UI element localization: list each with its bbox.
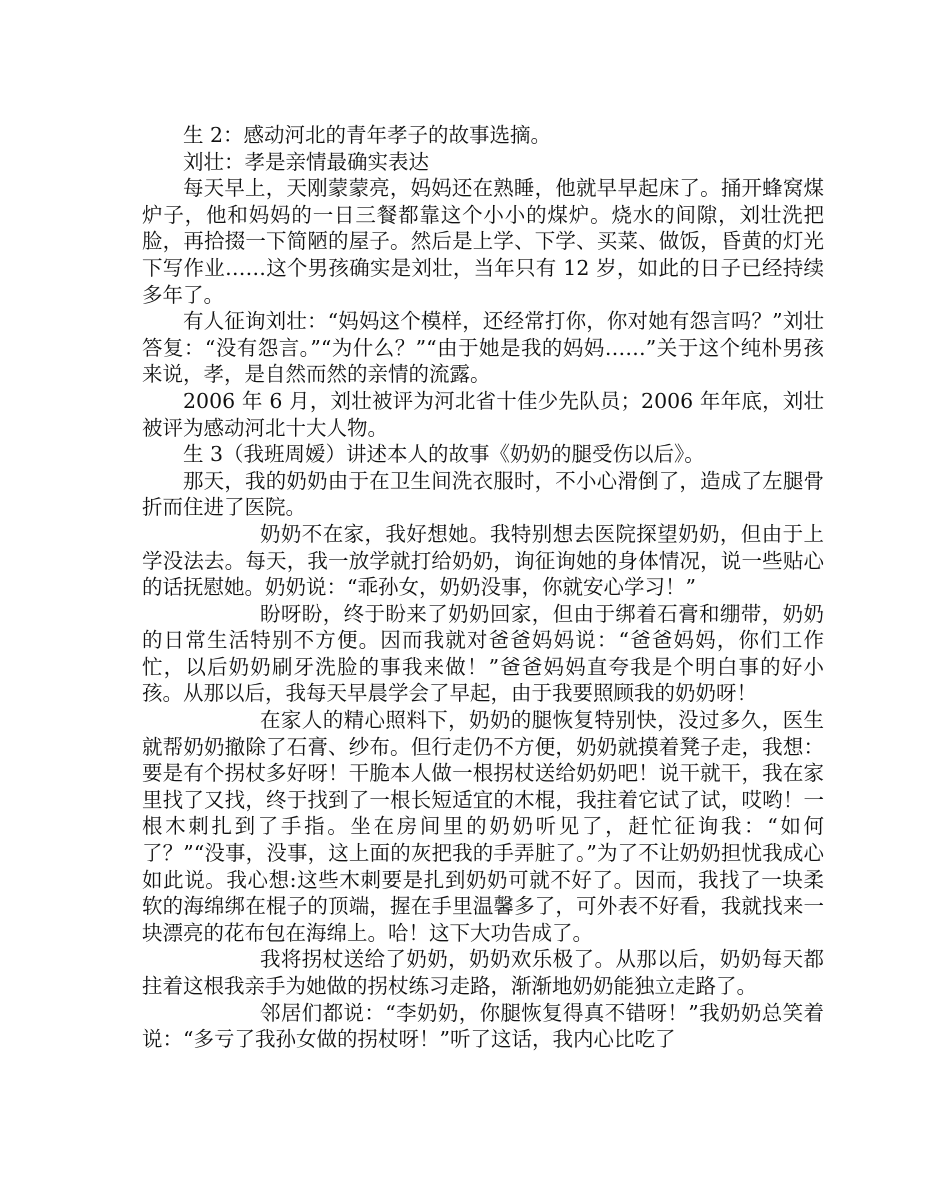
document-body [142,122,824,1053]
paragraph: 在家人的精心照料下，奶奶的腿恢复特别快，没过多久，医生就帮奶奶撤除了石膏、纱布。但行走仍不方便，奶奶就摸着凳子走，我想：要是有个拐杖多好呀！干脆本人做一根拐杖送给奶奶吧！说干就干，我在家里找了又找，终于找到了一根长短适宜的木棍，我拄着它试了试，哎哟！一根木刺扎到了手指。坐在房间里的奶奶听见了，赶忙征询我：“如何了？”“没事，没事，这上面的灰把我的手弄脏了。”为了不让奶奶担忧我成心如此说。我心想:这些木刺要是扎到奶奶可就不好了。因而，我找了一块柔软的海绵绑在棍子的顶端，握在手里温馨多了，可外表不好看，我就找来一块漂亮的花布包在海绵上。哈！这下大功告成了。 [142,708,824,945]
paragraph-heading-student-3: 生 3（我班周嫒）讲述本人的故事《奶奶的腿受伤以后》。 [183,442,705,467]
paragraph: 有人征询刘壮：“妈妈这个模样，还经常打你，你对她有怨言吗？”刘壮答复：“没有怨言。”“为什么？”“由于她是我的妈妈……”关于这个纯朴男孩来说，孝，是自然而然的亲情的流露。 [142,309,824,387]
paragraph: 那天，我的奶奶由于在卫生间洗衣服时，不小心滑倒了，造成了左腿骨折而住进了医院。 [142,468,824,520]
paragraph: 我将拐杖送给了奶奶，奶奶欢乐极了。从那以后，奶奶每天都拄着这根我亲手为她做的拐杖练习走路，渐渐地奶奶能独立走路了。 [142,947,824,998]
paragraph: 2006 年 6 月，刘壮被评为河北省十佳少先队员；2006 年年底，刘壮被评为感动河北十大人物。 [142,388,824,440]
paragraph-story-title: 刘壮：孝是亲情最确实表达 [183,149,429,174]
paragraph-heading-student-2: 生 2：感动河北的青年孝子的故事选摘。 [183,123,552,147]
paragraph: 每天早上，天刚蒙蒙亮，妈妈还在熟睡，他就早早起床了。捅开蜂窝煤炉子，他和妈妈的一日三餐都靠这个小小的煤炉。烧水的间隙，刘壮洗把脸，再拾掇一下简陋的屋子。然后是上学、下学、买菜、做饭，昏黄的灯光下写作业……这个男孩确实是刘壮，当年只有 12 岁，如此的日子已经持续多年了。 [142,176,824,307]
paragraph: 奶奶不在家，我好想她。我特别想去医院探望奶奶，但由于上学没法去。每天，我一放学就打给奶奶，询征询她的身体情况，说一些贴心的话抚慰她。奶奶说：“乖孙女，奶奶没事，你就安心学习！” [142,521,824,600]
paragraph: 邻居们都说：“李奶奶，你腿恢复得真不错呀！”我奶奶总笑着说：“多亏了我孙女做的拐杖呀！”听了这话，我内心比吃了 [142,1000,824,1052]
paragraph: 盼呀盼，终于盼来了奶奶回家，但由于绑着石膏和绷带，奶奶的日常生活特别不方便。因而我就对爸爸妈妈说：“爸爸妈妈，你们工作忙，以后奶奶刷牙洗脸的事我来做！”爸爸妈妈直夸我是个明白事的好小孩。从那以后，我每天早晨学会了早起，由于我要照顾我的奶奶呀！ [142,601,824,706]
